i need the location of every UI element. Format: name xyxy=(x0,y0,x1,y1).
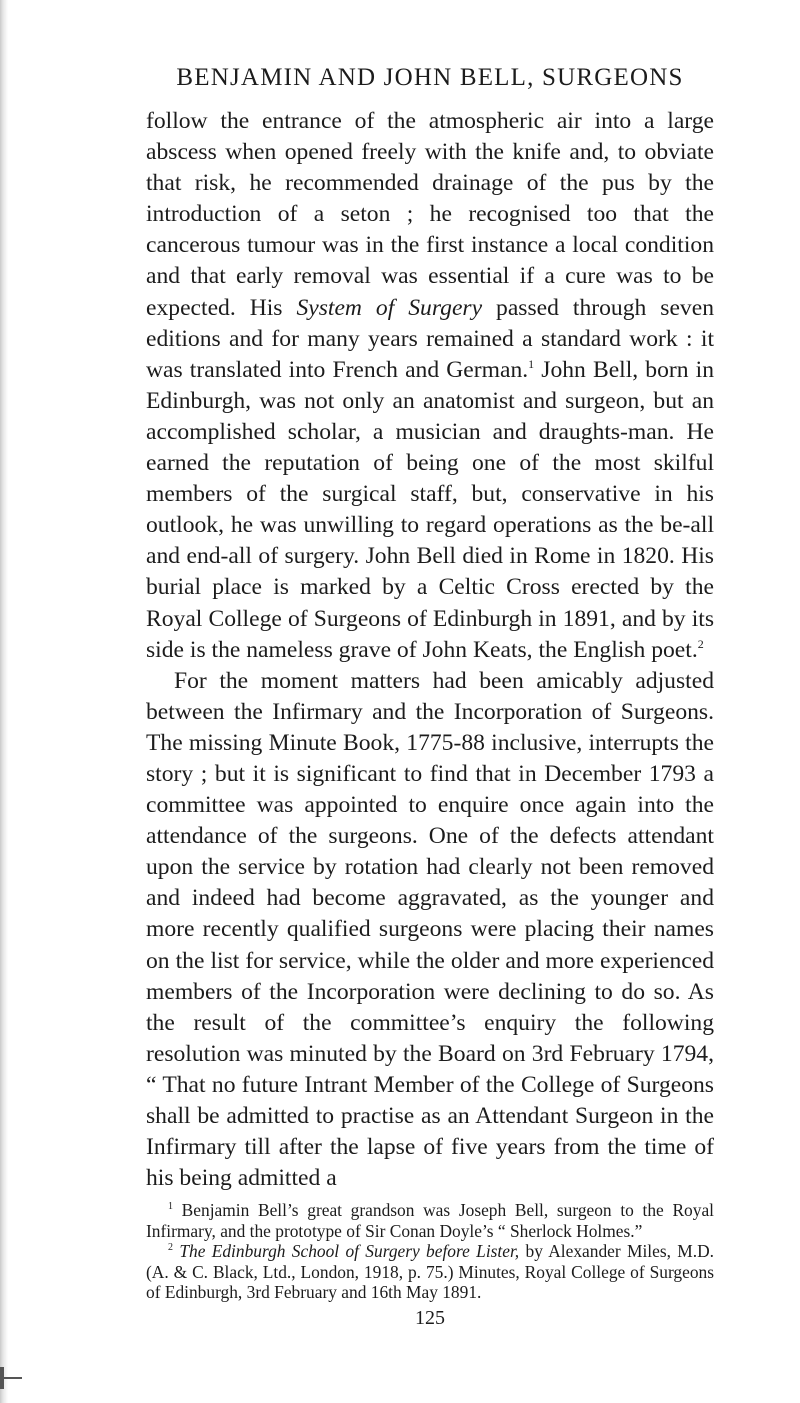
footnote-1 xyxy=(146,1200,714,1241)
footnote-2-text: by Alexander Miles, M.D. (A. & C. Black, Ltd., London, 1918, p. 75.) Minutes, Royal College of Surgeons of Edinburgh, 3rd February and 16th May 1891. xyxy=(146,1241,714,1302)
footnote-2-title: The Edinburgh School of Surgery before Lister, xyxy=(179,1241,520,1262)
footnote-1-marker: 1 xyxy=(168,1201,173,1213)
book-page xyxy=(146,62,714,1330)
footnotes xyxy=(146,1200,714,1302)
footnote-2-marker: 2 xyxy=(168,1242,173,1254)
running-head: BENJAMIN AND JOHN BELL, SURGEONS xyxy=(176,64,684,91)
footnote-ref-1: 1 xyxy=(528,356,535,371)
book-title: System of Surgery xyxy=(296,294,483,321)
footnote-ref-2: 2 xyxy=(697,636,704,651)
page-gutter-edge xyxy=(0,0,8,1403)
paragraph-1-text-c: John Bell, born in Edinburgh, was not only an anatomist and surgeon, but an accomplished scholar, a musician and draughts-man. He earned the reputation of being one of the most skilful members of the surgical staff, but, conservative in his outlook, he was unwilling to regard operations as the be-all and end-all of surgery. John Bell died in Rome in 1820. His burial place is marked by a Celtic Cross erected by the Royal College of Surgeons of Edinburgh in 1891, and by its side is the nameless grave of John Keats, the English poet. xyxy=(146,356,715,663)
footnote-1-text: Benjamin Bell’s great grandson was Joseph Bell, surgeon to the Royal Infirmary, and the prototype of Sir Conan Doyle’s “ Sherlock Holmes.” xyxy=(146,1200,714,1241)
paragraph-1-text-a: follow the entrance of the atmospheric air into a large abscess when opened freely with the knife and, to obviate that risk, he recommended drainage of the pus by the introduction of a seton ; he recognised too that the cancerous tumour was in the first instance a local condition and that early removal was essential if a cure was to be expected. His xyxy=(146,108,714,321)
paragraph-1 xyxy=(146,106,714,666)
page-number: 125 xyxy=(415,1307,445,1330)
paragraph-2: For the moment matters had been amicably adjusted between the Infirmary and the Incorporation of Surgeons. The missing Minute Book, 1775-88 inclusive, interrupts the story ; but it is significant to find that in December 1793 a committee was appointed to enquire once again into the attendance of the surgeons. One of the defects attendant upon the service by rotation had clearly not been removed and indeed had become aggravated, as the younger and more recently qualified surgeons were placing their names on the list for service, while the older and more experienced members of the Incorporation were declining to do so. As the result of the committee’s enquiry the following resolution was minuted by the Board on 3rd February 1794, “ That no future Intrant Member of the College of Surgeons shall be admitted to practise as an Attendant Surgeon in the Infirmary till after the lapse of five years from the time of his being admitted a xyxy=(146,667,714,1192)
footnote-2 xyxy=(146,1241,714,1302)
crop-mark xyxy=(0,1367,4,1389)
paragraph-1-text-b: passed through seven editions and for many years remained a standard work : it was translated into French and German. xyxy=(146,294,714,383)
body-text xyxy=(146,106,714,1194)
